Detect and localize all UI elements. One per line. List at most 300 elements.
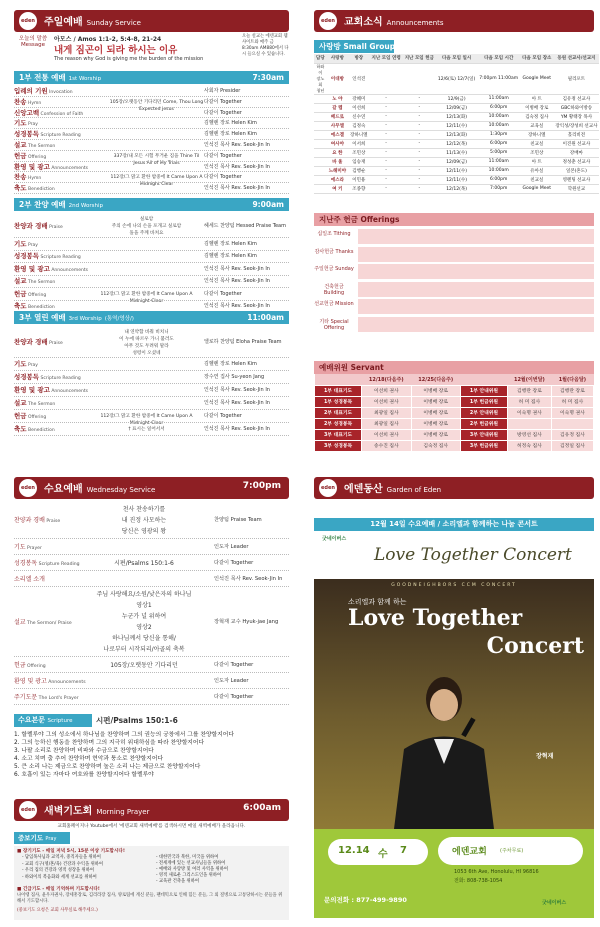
servant-col-header: 1월(다음달) (551, 374, 593, 385)
small-groups-col-header: 동원 선교사/선교지 (553, 54, 599, 63)
small-groups-cell: 1:30pm (477, 130, 520, 139)
order-label-ko: 신앙고백 (14, 108, 40, 117)
small-groups-row (314, 121, 599, 130)
order-presenter: 김헬렌 장로 Helen Kim (204, 120, 257, 127)
order-detail-line: 이 누에 따르우 가니 불러도 (119, 336, 174, 342)
small-groups-cell: 조민상 (348, 148, 369, 157)
small-groups-cell: - (403, 184, 436, 193)
wed-row (14, 571, 289, 587)
offering-amount-cell (358, 247, 594, 262)
order-label-ko: 환영 및 광고 (14, 162, 50, 171)
small-groups-cell: 아 트 (520, 157, 553, 166)
servant-bar: 예배위원 Servant (314, 361, 594, 374)
wednesday-time: 7:00pm (242, 481, 281, 491)
small-groups-cell: 정성춘 선교사 (553, 157, 599, 166)
small-groups-cell: 장익성/장성희 선교사 (553, 121, 599, 130)
worship1-time: 7:30am (252, 73, 284, 82)
order-label-en: Benediction (26, 305, 55, 311)
offering-amount-cell (358, 229, 594, 244)
order-label (14, 337, 63, 349)
small-groups-bar: 사랑방 Small Groups (314, 40, 394, 53)
small-groups-cell: 12/09(금) (436, 103, 477, 112)
order-row (14, 384, 289, 397)
order-presenter: 인석진 목사 Rev. Seok-Jin In (204, 163, 270, 170)
order-label-ko: 기도 (14, 360, 27, 368)
order-row (14, 288, 289, 304)
sermon-note: 오늘 설교는 에덴교회 웹사이트와 매주 금 8:30am AM880에서 다시 들으실 수 있습니다. (242, 34, 289, 57)
wed-detail-line: 나로부터 시작되리/아골의 축복 (103, 646, 185, 653)
wed-row (14, 657, 289, 673)
order-presenter: 인석진 목사 Rev. Seok-Jin In (204, 426, 270, 432)
small-groups-cell: - (403, 175, 436, 184)
wed-label (14, 542, 42, 554)
small-groups-cell: 6:00pm (477, 139, 520, 148)
small-groups-cell: 김유정 선교사 (553, 94, 599, 103)
small-groups-cell: 아 트 (520, 94, 553, 103)
wed-presenter: 찬양팀 Praise Team (214, 517, 262, 523)
message-block (14, 34, 289, 68)
dawn-header: eden 새벽기도회 Morning Prayer 6:00am (14, 799, 289, 821)
small-groups-cell: 친교실 (520, 139, 553, 148)
wed-detail (89, 657, 199, 671)
small-groups-cell: 친교실 (520, 175, 553, 184)
singer-photo (374, 669, 514, 829)
order-label-en: Invocation (47, 89, 73, 95)
small-groups-row (314, 148, 599, 157)
order-presenter: 김헬렌 장로 Helen Kim (204, 240, 257, 247)
small-groups-cell: - (369, 166, 402, 175)
wed-divider (14, 704, 289, 705)
small-groups-col-header: 다음 모임 장소 (520, 54, 553, 63)
small-groups-cell: 강혜미 (348, 94, 369, 103)
order-presenter: 김헬렌 장로 Helen Kim (204, 253, 257, 260)
small-groups-cell: 김숙정 집사 (520, 112, 553, 121)
small-groups-col-header: 다음 모임 시간 (477, 54, 520, 63)
prayer-item: - 영적 새로운 그리스도인을 위하여 (156, 873, 222, 878)
order-label-ko: 기도 (14, 119, 27, 128)
wed-label-en: Prayer (25, 545, 42, 551)
small-groups-cell (314, 103, 327, 112)
concert-sub: 소리엘과 함께 하는 (348, 598, 407, 606)
small-groups-row (314, 94, 599, 103)
servant-corner (460, 374, 507, 385)
wed-presenter: 인석진 목사 Rev. Seok-Jin In (214, 575, 283, 582)
servant-cell (508, 418, 552, 429)
order-detail-line: 성령이 오셨네 (132, 350, 161, 356)
order-detail (99, 327, 194, 357)
worship3-bar: 3부 열린 예배 3rd Worship (통역/영상/) 11:00am (14, 311, 289, 324)
order-row (14, 162, 289, 173)
order-label-ko: 헌금 (14, 289, 27, 298)
wed-label-ko: 설교 (14, 618, 26, 626)
order-divider (14, 435, 289, 436)
wed-detail-line: 내 진정 사모하는 (121, 517, 167, 524)
small-groups-cell: 6:00pm (477, 175, 520, 184)
order-label-en: Benediction (26, 428, 55, 433)
wed-label-ko: 소리엘 소개 (14, 575, 45, 583)
message-label-ko: 오늘의 말씀 (18, 36, 48, 42)
small-groups-cell: - (403, 157, 436, 166)
wed-label (14, 617, 72, 629)
prayer-item: - 하와이의 복음화와 세계 선교를 위하여 (22, 874, 97, 880)
order-label-en: Offering (26, 292, 47, 298)
wed-detail-line: 누군가 널 위하여 (121, 613, 167, 620)
wed-label (14, 692, 79, 704)
order-label-en: Pray (26, 363, 38, 368)
wed-label (14, 676, 86, 688)
small-groups-cell: - (369, 148, 402, 157)
order-label-ko: 성경봉독 (14, 373, 40, 381)
order-presenter: 인석진 목사 Rev. Seok-Jin In (204, 278, 270, 285)
wed-row (14, 673, 289, 689)
order-row (14, 410, 289, 426)
wednesday-order (14, 502, 289, 714)
order-presenter: 인석진 목사 Rev. Seok-Jin In (204, 303, 270, 310)
small-groups-cell: 홀리비전 (553, 130, 599, 139)
sermon-title: 내게 짐곤이 되라 하시는 이유 (54, 45, 178, 56)
order-row (14, 183, 289, 194)
offering-label: 주일헌금 Sunday (314, 266, 354, 272)
small-groups-cell: - (369, 130, 402, 139)
small-groups-cell: 이서희 (348, 139, 369, 148)
order-presenter: 다같이 Together (204, 152, 242, 159)
small-groups-cell: 유아실 (520, 166, 553, 175)
small-groups-cell: 12/9(금) (436, 94, 477, 103)
order-label-en: Scripture Reading (39, 376, 81, 381)
order-label-en: Confession of Faith (39, 111, 84, 117)
small-groups-row (314, 157, 599, 166)
order-label-en: The Sermon (26, 402, 56, 407)
small-groups-cell: 요 한 (327, 148, 348, 157)
small-groups-cell: 에스라 (327, 175, 348, 184)
order-row (14, 238, 289, 251)
prayer-item: - 교육관 건축을 위하여 (156, 879, 200, 884)
servant-cell: 이병배 장로 (411, 396, 460, 407)
order-label-en: Benediction (26, 187, 55, 193)
servant-row (315, 429, 594, 440)
servant-cell: 3부 성경봉독 (315, 440, 362, 451)
order-label-en: Scripture Reading (39, 133, 81, 139)
offering-bar: 지난주 헌금 Offerings (314, 213, 594, 226)
order-row (14, 251, 289, 264)
prayer-item: - 담임목사님과 교역자, 중직자들을 위하여 (22, 855, 101, 860)
servant-cell: 이숙명 권사 (508, 407, 552, 418)
offering-amount-cell (358, 282, 594, 297)
order-label-ko: 헌금 (14, 151, 27, 160)
small-groups-row (314, 139, 599, 148)
servant-col-header: 12월(이번달) (508, 374, 552, 385)
small-groups-cell: 6:00pm (477, 103, 520, 112)
small-groups-cell: - (369, 184, 402, 193)
order-label-ko: 환영 및 광고 (14, 386, 50, 394)
eden-logo-icon: eden (319, 479, 337, 497)
order-label-en: Offering (26, 154, 47, 160)
servant-cell: 1부 헌금위원 (460, 396, 507, 407)
small-groups-cell: - (403, 148, 436, 157)
wed-detail (89, 502, 199, 537)
servant-cell: 허정숙 집사 (508, 440, 552, 451)
small-groups-cell: 12/09(금) (436, 157, 477, 166)
servant-cell: 2부 안내위원 (460, 407, 507, 418)
servant-cell: 허 미 집사 (508, 396, 552, 407)
small-groups-table (314, 54, 598, 204)
small-groups-cell: 12/13(화) (436, 130, 477, 139)
servant-cell: 1부 안내위원 (460, 385, 507, 396)
order-detail (99, 214, 194, 237)
small-groups-cell: GBC하와이방송 (553, 103, 599, 112)
small-groups-cell: 11:00am (477, 157, 520, 166)
small-groups-cell: - (403, 166, 436, 175)
order-label-en: Pray (26, 122, 38, 128)
servant-cell: 이선희 권사 (362, 429, 411, 440)
order-label-ko: 환영 및 광고 (14, 264, 50, 273)
concert-address: 1053 6th Ave, Honolulu, HI 96816 (454, 869, 539, 875)
small-groups-cell: 5:00pm (477, 148, 520, 157)
concert-hour: 7 (400, 845, 407, 856)
order-label-en: Scripture Reading (39, 255, 81, 261)
concert-script-title: Love Together Concert (374, 545, 572, 565)
dawn-time: 6:00am (243, 803, 281, 813)
wed-row (14, 689, 289, 705)
order-row (14, 327, 289, 358)
garden-header: eden 에덴동산 Garden of Eden (314, 477, 594, 499)
order-presenter: 다같이 Together (204, 174, 242, 181)
wed-row (14, 502, 289, 539)
servant-cell: 1부 성경봉독 (315, 396, 362, 407)
order-detail-line: 112장/그 맑고 환한 밤중에 It Came Upon A Midnight Clear (100, 414, 193, 426)
message-label-en: Message (20, 42, 46, 48)
small-groups-cell: 영렌팅 선교사 (553, 175, 599, 184)
small-groups-cell: - (403, 121, 436, 130)
order-presenter: 인석진 목사 Rev. Seok-Jin In (204, 387, 270, 393)
singer-face (430, 689, 458, 721)
order-label-ko: 기도 (14, 239, 27, 248)
small-groups-cell: YM 황태장 목사 (553, 112, 599, 121)
servant-cell: 3부 대표기도 (315, 429, 362, 440)
offering-label: 십일조 Tithing (317, 231, 351, 237)
prayer-group1: ■ 장기기도 - 매일 저녁 5시, 15분 이상 기도합시다! (17, 849, 125, 854)
wed-label-en: Announcements (46, 679, 86, 685)
small-groups-cell: 필리포트 (553, 63, 599, 94)
order-label-ko: 설교 (14, 277, 27, 286)
wed-label (14, 515, 60, 527)
small-groups-cell: 12/6(토) 12/7(일) (436, 63, 477, 94)
order-presenter: 헤세드 찬양팀 Hessed Praise Team (204, 222, 286, 229)
servant-row (315, 385, 594, 396)
offering-label: 선교헌금 Mission (314, 301, 354, 307)
wed-row (14, 555, 289, 571)
order-detail-line: 112장/그 맑고 환한 밤중에 It Came Upon A Midnight Clear (110, 175, 203, 188)
offering-amount-cell (358, 299, 594, 314)
servant-cell: 김숙정 집사 (411, 440, 460, 451)
order-row (14, 214, 289, 238)
small-groups-cell: 12/12(목) (436, 139, 477, 148)
servant-cell: 1부 대표기도 (315, 385, 362, 396)
order-row (14, 423, 289, 436)
prayer-item: - 전세계에 있는 선교사님들을 위하여 (156, 861, 226, 866)
small-groups-cell: 11:00am (477, 94, 520, 103)
servant-cell: 이병배 장로 (411, 385, 460, 396)
performer-name: 장혁재 (536, 753, 554, 760)
servant-cell: 김행란 장로 (551, 385, 593, 396)
small-groups-cell: Google Meet (520, 63, 553, 94)
verse-line: 5. 큰 소리 나는 제금으로 찬양하며 높은 소리 나는 제금으로 찬양할지어다 (14, 764, 201, 770)
small-groups-cell: 사무엘 (327, 121, 348, 130)
order-detail-line: 실로암 (139, 216, 154, 222)
small-groups-col-header: 다음 모임 일시 (436, 54, 477, 63)
worship2-order (14, 214, 289, 311)
order-row (14, 358, 289, 371)
servant-cell: 이선희 권사 (362, 396, 411, 407)
small-groups-cell: 12/11(수) (436, 175, 477, 184)
small-groups-cell: 교육실 (520, 121, 553, 130)
scripture-ref: 아모스 / Amos 1:1-2, 5:4-8, 21-24 (54, 36, 162, 43)
concert-eng-line: GOODNEIGHBORS CCM CONCERT (391, 583, 517, 588)
wed-label (14, 660, 46, 672)
order-presenter: 인석진 목사 Rev. Seok-Jin In (204, 141, 270, 148)
order-row (14, 172, 289, 188)
order-label-en: Announcements (49, 267, 88, 273)
small-groups-cell: - (403, 112, 436, 121)
wed-detail-line: 당신은 영광의 왕 (121, 528, 167, 535)
wed-presenter: 다같이 Together (214, 559, 254, 566)
concert-banner: 12월 14일 수요예배 / 소리엘과 함께하는 나눔 콘서트 (314, 518, 594, 531)
small-groups-cell: 여사야 (327, 139, 348, 148)
offering-label: 기타 Special Offering (319, 318, 349, 331)
servant-cell: 최광일 집사 (362, 407, 411, 418)
small-groups-cell: 노 야 (327, 94, 348, 103)
wed-presenter: 장혁재 교수 Hyuk-jae Jang (214, 618, 279, 625)
order-divider (14, 193, 289, 194)
order-label-ko: 축도 (14, 302, 27, 311)
servant-cell: 이병배 장로 (411, 418, 460, 429)
small-groups-cell (314, 112, 327, 121)
small-groups-cell: 느헤미야 (327, 166, 348, 175)
wed-label-en: Offering (25, 663, 46, 669)
small-groups-cell: 신수연 (348, 112, 369, 121)
small-groups-cell: 이민용 (348, 175, 369, 184)
wed-presenter: 인도자 Leader (214, 543, 249, 550)
concert-day: 수 (378, 849, 388, 860)
dawn-text: 교회홈페이지나 Youtube에서 '에덴교회 새벽예배'를 검색하시면 매일 새벽예배가 올라옵니다. (57, 824, 246, 829)
small-groups-cell: 이진원 선교사 (553, 139, 599, 148)
concert-date: 12.14 (338, 845, 370, 856)
small-groups-cell: 10:00am (477, 121, 520, 130)
small-groups-cell: Google Meet (520, 184, 553, 193)
order-row (14, 276, 289, 289)
wed-label-en: Praise (44, 519, 61, 524)
verse-line: 1. 할렐루야 그의 성소에서 하나님을 찬양하며 그의 권능의 궁창에서 그를 찬양할지어다 (14, 732, 234, 738)
order-label-ko: 성경봉독 (14, 252, 40, 261)
order-detail-line: 내 연약함 비춰 비치니 (124, 329, 169, 335)
prayer-block: 중보기도 Pray ■ 장기기도 - 매일 저녁 5시, 15분 이상 기도합시다! - 담임목사님과 교역자, 중직자들을 위하여 - 교회 식구(영/혼/육) 건강과 수익을 위하여 - 우리 집의 건강과 영적 성장을 위하여 - 하와이의 복음화와 세계 선교를 위하여 - 대한민국과 북한, 미국을 위하여 - 전세계에 있는 선교사님들을 위하여 - 예배와 사랑방 및 여러 사역을 위하여 - 영적 새로운 그리스도인을 위하여 - 교육관 건축을 위하여 ■ 긴급기도 - 매일 기억하며 기도합시다! 나이땡 집사, 윤우자권사, 장세흥장로, 김리라장 집사, 양로팀에 계신 분들, 팬데믹으로 인해 힘든 분들, 그 외 질병으로 고통당하시는 분들을 위해서 기도합시다. (중보기도 요청은 교회 사무실로 해주세요.) (14, 832, 289, 922)
sunday-title: 주일예배 (44, 17, 83, 28)
small-groups-cell: - (403, 103, 436, 112)
order-presenter: 장수연 집사 Su-yeon Jang (204, 374, 265, 380)
small-groups-cell (314, 94, 327, 103)
order-label-ko: 설교 (14, 399, 27, 407)
order-label-ko: 찬송 (14, 97, 27, 106)
order-row (14, 129, 289, 140)
order-detail-line: 돌을 주께 바쳐요 (129, 230, 164, 236)
servant-cell: 이병배 장로 (411, 407, 460, 418)
order-row (14, 97, 289, 112)
order-label-ko: 성경봉독 (14, 130, 40, 139)
small-groups-cell (314, 166, 327, 175)
small-groups-cell: 여 키 (327, 184, 348, 193)
prayer-item: - 예배와 사랑방 및 여러 사역을 위하여 (156, 867, 229, 872)
order-row (14, 118, 289, 129)
small-groups-cell (314, 130, 327, 139)
servant-row (315, 396, 594, 407)
servant-cell: 김유정 집사 (551, 429, 593, 440)
small-groups-cell: 10:00am (477, 166, 520, 175)
small-groups-row (314, 184, 599, 193)
servant-cell: 2부 대표기도 (315, 407, 362, 418)
servant-col-header: 12/18(다음주) (362, 374, 411, 385)
order-row (14, 86, 289, 97)
small-groups-cell: 조민상 (520, 148, 553, 157)
servant-cell: 최광일 집사 (362, 418, 411, 429)
verse-line: 2. 그의 능하신 행동을 찬양하며 그의 지극히 위대하심을 따라 찬양할지어다 (14, 740, 205, 746)
prayer-item: - 우리 집의 건강과 영적 성장을 위하여 (22, 868, 95, 873)
small-groups-cell: - (369, 103, 402, 112)
wed-label-ko: 주기도문 (14, 693, 38, 701)
small-groups-cell: 이대방 (327, 63, 348, 94)
small-groups-row (314, 130, 599, 139)
order-label-ko: 입례의 기원 (14, 86, 48, 95)
small-groups-cell (314, 139, 327, 148)
wed-detail-line: 영상2 (136, 624, 152, 631)
servant-cell: 2부 헌금위원 (460, 418, 507, 429)
order-presenter: 김헬렌 장로 Helen Kim (204, 131, 257, 138)
small-groups-cell: 바 울 (327, 157, 348, 166)
order-detail-line: 주의 손에 나의 손을 포개고 실로암 (111, 223, 182, 229)
wed-label-ko: 헌금 (14, 661, 26, 669)
offering-amount-cell (358, 317, 594, 332)
small-groups-cell: - (369, 112, 402, 121)
order-detail-line: 112장/그 맑고 환한 밤중에 It Came Upon A Midnight Clear (100, 291, 193, 304)
order-label-en: Hymn (26, 100, 42, 106)
worship2-bar: 2부 찬양 예배 2nd Worship 9:00am (14, 198, 289, 211)
eden-logo-icon: eden (19, 479, 37, 497)
order-row (14, 397, 289, 410)
sunday-service-header (14, 10, 289, 32)
small-groups-cell (314, 184, 327, 193)
order-presenter: 엘로하 찬양팀 Eloha Praise Team (204, 339, 282, 345)
order-row (14, 371, 289, 384)
small-groups-cell: 11/13(수) (436, 148, 477, 157)
order-label-ko: 찬송 (14, 173, 27, 182)
wed-detail (89, 587, 199, 655)
concert-phone: 전화: 808-738-1054 (454, 878, 503, 884)
small-groups-cell: 12/13(화) (436, 112, 477, 121)
small-groups-cell: 10:00am (477, 112, 520, 121)
small-groups-row (314, 103, 599, 112)
order-label-ko: 축도 (14, 425, 27, 433)
announcements-title: 교회소식 (344, 17, 383, 28)
order-detail-line: 337장/내 모든 시험 무거운 짐을 Thine Til Jesus All of My Trials (113, 153, 200, 166)
announcements-header: eden 교회소식 Announcements (314, 10, 594, 32)
worship1-bar: 1부 전통 예배 1st Worship 7:30am (14, 71, 289, 84)
order-label-en: Offering (26, 415, 47, 420)
wed-row (14, 539, 289, 555)
servant-cell: 3부 안내위원 (460, 429, 507, 440)
concert-big1: Love Together (348, 605, 523, 631)
concert-venue-sub: (주차무료) (500, 848, 524, 854)
small-groups-cell (314, 121, 327, 130)
small-groups-row (314, 175, 599, 184)
